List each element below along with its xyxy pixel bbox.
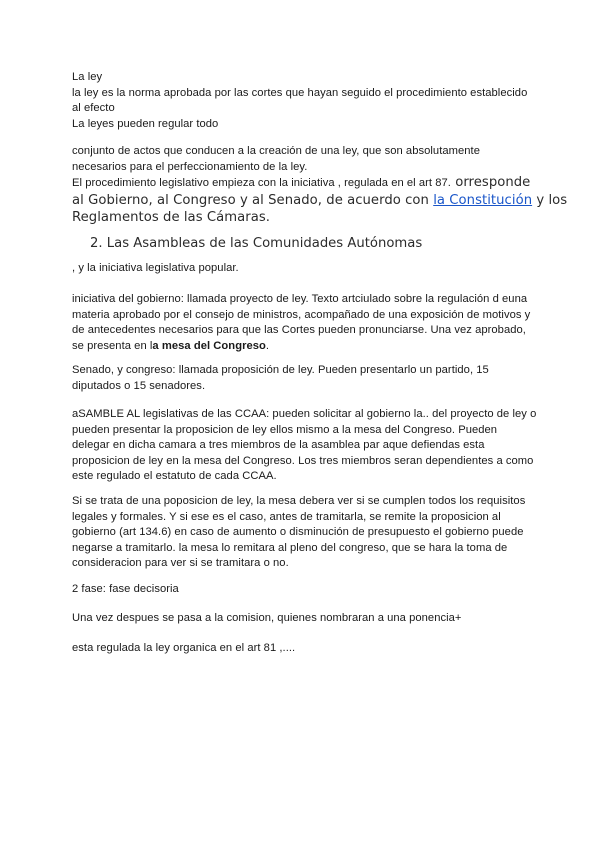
procedure-line: Reglamentos de las Cámaras. bbox=[72, 209, 271, 225]
senado-block bbox=[72, 363, 532, 394]
asambleas-block bbox=[72, 407, 537, 485]
asambleas-line: aSAMBLE AL legislativas de las CCAA: pueden solicitar al gobierno la.. del proyecto de ley o bbox=[72, 408, 537, 420]
constitucion-link[interactable]: la Constitución bbox=[433, 192, 533, 208]
asambleas-line: proposicion de ley en la mesa del Congreso. Los tres miembros seran dependientes a como bbox=[72, 454, 534, 467]
procedure-block bbox=[72, 144, 568, 226]
gobierno-line bbox=[72, 339, 532, 355]
list-heading: 2. Las Asambleas de las Comunidades Autónomas bbox=[90, 236, 423, 251]
fase-line: 2 fase: fase decisoria bbox=[72, 583, 179, 595]
tramite-line: gobierno (art 134.6) en caso de aumento o disminución de presupuesto el gobierno puede bbox=[72, 526, 524, 538]
doc-title: La ley bbox=[72, 71, 103, 83]
procedure-text: y los bbox=[532, 192, 568, 208]
definition-line: la ley es la norma aprobada por las cortes que hayan seguido el procedimiento establecido bbox=[72, 86, 528, 99]
procedure-text: al Gobierno, al Congreso y al Senado, de acuerdo con bbox=[72, 192, 434, 208]
definition-line: La leyes pueden regular todo bbox=[72, 117, 219, 130]
procedure-line bbox=[72, 175, 532, 192]
popular-initiative-block bbox=[72, 261, 532, 277]
tramite-line: Si se trata de una poposicion de ley, la mesa debera ver si se cumplen todos los requisitos bbox=[72, 495, 526, 507]
organica-block bbox=[72, 641, 532, 657]
procedure-line bbox=[72, 192, 568, 209]
mesa-congreso-bold: a mesa del Congreso bbox=[152, 339, 266, 352]
tramite-block bbox=[72, 494, 532, 572]
procedure-line: conjunto de actos que conducen a la creación de una ley, que son absolutamente bbox=[72, 145, 480, 157]
procedure-line-serif: orresponde bbox=[450, 175, 531, 190]
comision-block bbox=[72, 611, 532, 627]
definition-line: al efecto bbox=[72, 102, 115, 114]
asambleas-line: pueden presentar la proposicion de ley ellos mismo a la mesa del Congreso. Pueden bbox=[72, 423, 498, 436]
gobierno-text: se presenta en l bbox=[72, 339, 153, 352]
gobierno-line: materia aprobado por el consejo de ministros, acompañado de una exposición de motivos y bbox=[72, 308, 531, 321]
senado-line: Senado, y congreso: llamada proposición de ley. Pueden presentarlo un partido, 15 bbox=[72, 364, 489, 376]
fase-block bbox=[72, 582, 532, 598]
tramite-line: negarse a tramitarlo. la mesa lo remitara al pleno del congreso, que se hara la toma de bbox=[72, 541, 508, 554]
senado-line: diputados o 15 senadores. bbox=[72, 379, 206, 392]
gobierno-block bbox=[72, 292, 532, 354]
tramite-line: consideracion para ver si se tramitara o no. bbox=[72, 557, 289, 569]
gobierno-text: . bbox=[265, 339, 270, 352]
gobierno-line: de antecedentes necesarios para que las Cortes pueden pronunciarse. Una vez aprobado, bbox=[72, 324, 526, 336]
organica-line: esta regulada la ley organica en el art 81 ,.... bbox=[72, 642, 296, 654]
popular-initiative-line: , y la iniciativa legislativa popular. bbox=[72, 262, 239, 274]
intro-block bbox=[72, 70, 532, 132]
tramite-line: legales y formales. Y si ese es el caso, antes de tramitarla, se remite la proposicion al bbox=[72, 510, 501, 523]
comision-line: Una vez despues se pasa a la comision, quienes nombraran a una ponencia+ bbox=[72, 612, 462, 624]
asambleas-line: este regulado el estatuto de cada CCAA. bbox=[72, 470, 277, 482]
asambleas-line: delegar en dicha camara a tres miembros de la asamblea par aque defiendas esta bbox=[72, 439, 485, 451]
procedure-line-sans: El procedimiento legislativo empieza con la iniciativa , regulada en el art 87. bbox=[72, 177, 451, 189]
procedure-line: necesarios para el perfeccionamiento de la ley. bbox=[72, 160, 308, 173]
gobierno-line: iniciativa del gobierno: llamada proyecto de ley. Texto artciulado sobre la regulación d euna bbox=[72, 293, 528, 305]
